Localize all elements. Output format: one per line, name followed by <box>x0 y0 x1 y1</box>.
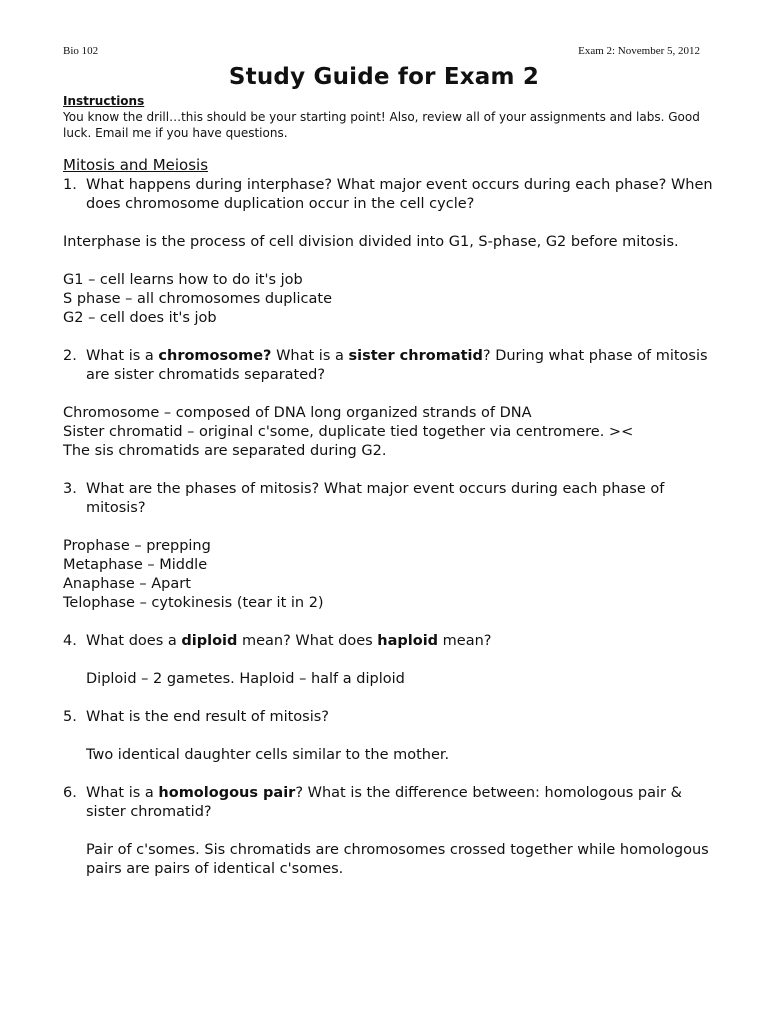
answer-line: Prophase – prepping <box>63 538 211 554</box>
answer-line: S phase – all chromosomes duplicate <box>63 291 333 307</box>
exam-date: Exam 2: November 5, 2012 <box>578 45 700 57</box>
question-text: What is the end result of mitosis? <box>86 709 329 725</box>
page-title: Study Guide for Exam 2 <box>228 64 540 90</box>
question-number: 4. <box>63 633 77 649</box>
question-text: What does a diploid mean? What does haploid mean? <box>86 633 492 649</box>
term-sister-chromatid: sister chromatid <box>348 348 483 364</box>
answer-line: Metaphase – Middle <box>63 557 208 573</box>
question-3 <box>63 480 713 518</box>
answer-1: Interphase is the process of cell division divided into G1, S-phase, G2 before mitosis. <box>63 234 679 250</box>
instructions-heading: Instructions <box>63 94 145 108</box>
term-diploid: diploid <box>181 633 238 649</box>
section-title: Mitosis and Meiosis <box>63 156 209 174</box>
term-chromosome: chromosome? <box>158 348 272 364</box>
question-4 <box>63 632 713 651</box>
question-text: What is a homologous pair? What is the difference between: homologous pair & sister chromatid? <box>86 785 682 820</box>
question-number: 5. <box>63 709 77 725</box>
answer-4: Diploid – 2 gametes. Haploid – half a diploid <box>86 671 405 687</box>
answer-line: Anaphase – Apart <box>63 576 191 592</box>
question-6 <box>63 784 713 822</box>
question-1 <box>63 176 713 214</box>
answer-line: Sister chromatid – original c'some, duplicate tied together via centromere. >< <box>63 424 634 440</box>
answer-6: Pair of c'somes. Sis chromatids are chromosomes crossed together while homologous pairs are pairs of identical c'somes. <box>86 842 709 877</box>
answer-line: The sis chromatids are separated during G2. <box>63 443 387 459</box>
question-text: What are the phases of mitosis? What major event occurs during each phase of mitosis? <box>86 481 665 516</box>
term-homologous-pair: homologous pair <box>158 785 296 801</box>
answer-line: Telophase – cytokinesis (tear it in 2) <box>63 595 324 611</box>
answer-line: Chromosome – composed of DNA long organized strands of DNA <box>63 405 532 421</box>
study-guide-content <box>63 176 713 879</box>
answer-line: G1 – cell learns how to do it's job <box>63 272 303 288</box>
question-text: What is a chromosome? What is a sister chromatid? During what phase of mitosis are sister chromatids separated? <box>86 348 708 383</box>
question-number: 6. <box>63 785 77 801</box>
term-haploid: haploid <box>377 633 439 649</box>
answer-line: G2 – cell does it's job <box>63 310 217 326</box>
answer-5: Two identical daughter cells similar to the mother. <box>86 747 450 763</box>
course-label: Bio 102 <box>63 45 99 57</box>
question-number: 2. <box>63 348 77 364</box>
question-text: What happens during interphase? What major event occurs during each phase? When does chromosome duplication occur in the cell cycle? <box>86 177 713 212</box>
question-number: 3. <box>63 481 77 497</box>
instructions-text: You know the drill…this should be your starting point! Also, review all of your assignments and labs. Good luck. Email me if you have questions. <box>63 110 700 140</box>
question-2 <box>63 347 713 385</box>
question-number: 1. <box>63 177 77 193</box>
question-5 <box>63 708 713 727</box>
